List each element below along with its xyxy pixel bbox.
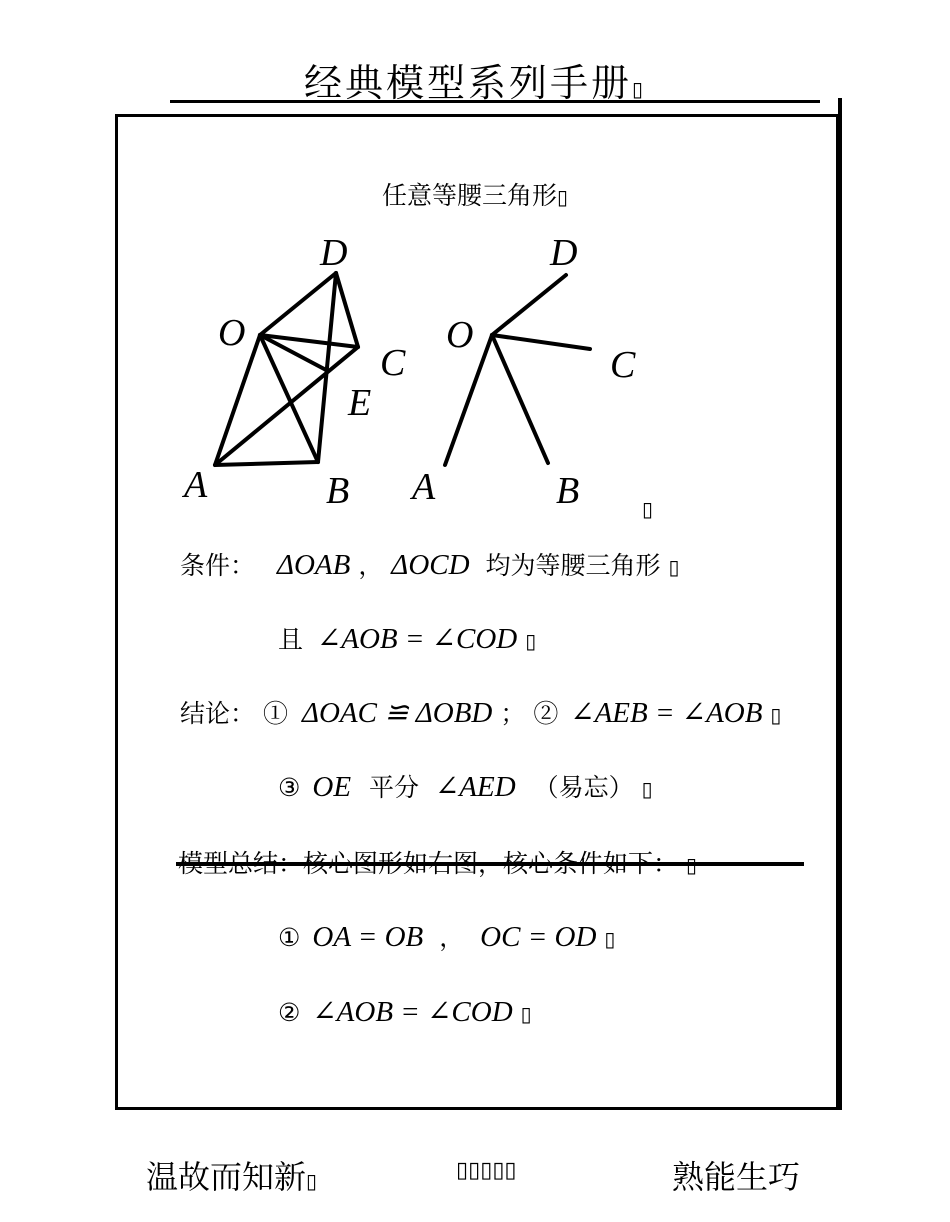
core-1-num: ①: [278, 923, 301, 952]
right-label-d: D: [550, 232, 578, 274]
conclusion-label: 结论：: [180, 699, 256, 728]
line-end-mark: ▯: [520, 1002, 532, 1026]
line-end-mark: ▯: [641, 777, 653, 801]
footer-right: 熟能生巧: [672, 1158, 801, 1196]
line-end-mark: ▯: [770, 703, 782, 727]
condition-line-1: [180, 546, 679, 582]
line-end-mark: ▯: [604, 927, 616, 951]
right-label-a: A: [412, 466, 436, 508]
condition-2-math: ∠AOB = ∠COD: [316, 623, 518, 655]
footer-center: ▯▯▯▯▯: [456, 1158, 517, 1183]
condition-label: 条件：: [180, 551, 256, 580]
left-label-o: O: [218, 312, 246, 354]
condition-line-2: [278, 620, 536, 656]
left-label-c: C: [380, 342, 406, 384]
conclusion-1-num: ①: [262, 699, 288, 728]
line-end-mark: ▯: [685, 853, 697, 877]
left-label-e: E: [348, 382, 372, 424]
header-rule: [170, 100, 820, 103]
conclusion-1-math: ΔOAC ≌ ΔOBD: [301, 697, 493, 729]
conclusion-line-2: [278, 768, 653, 804]
left-label-d: D: [320, 232, 348, 274]
core-2-num: ②: [278, 998, 301, 1027]
model-summary-text: 模型总结：核心图形如右图，核心条件如下：: [178, 849, 679, 878]
left-label-a: A: [184, 464, 208, 506]
condition-separator: ，: [358, 551, 384, 580]
conclusion-3-num: ③: [278, 773, 301, 802]
core-1-separator: ，: [439, 923, 465, 952]
core-condition-1: [278, 918, 615, 954]
conclusion-2-num: ②: [533, 699, 559, 728]
left-diagram: [215, 273, 358, 465]
core-2-math: ∠AOB = ∠COD: [312, 996, 513, 1028]
condition-math-ocd: ΔOCD: [391, 549, 470, 581]
conclusion-separator: ；: [500, 699, 526, 728]
page-title: 经典模型系列手册▯: [303, 61, 647, 105]
core-1-math-oa-ob: OA = OB: [312, 921, 424, 953]
right-diagram: [445, 275, 590, 465]
condition-text: 均为等腰三角形: [485, 551, 661, 580]
conclusion-3-math-oe: OE: [312, 771, 352, 803]
conclusion-line-1: [180, 694, 781, 730]
figure-end-mark: ▯: [642, 497, 654, 521]
footer-left: 温故而知新▯: [146, 1158, 318, 1196]
line-end-mark: ▯: [525, 629, 537, 653]
left-label-b: B: [326, 470, 350, 512]
core-condition-2: [278, 994, 532, 1029]
conclusion-2-math: ∠AEB = ∠AOB: [570, 697, 763, 729]
core-1-math-oc-od: OC = OD: [480, 921, 597, 953]
condition-math-oab: ΔOAB: [276, 549, 351, 581]
right-label-c: C: [610, 344, 636, 386]
strikethrough-rule: [176, 862, 804, 866]
geometry-figure: [170, 225, 670, 515]
box-title: 任意等腰三角形▯: [381, 181, 569, 210]
right-label-o: O: [446, 314, 474, 356]
right-label-b: B: [556, 470, 580, 512]
line-end-mark: ▯: [668, 555, 680, 579]
conclusion-3-math-aed: ∠AED: [434, 771, 516, 803]
condition-2-prefix: 且: [278, 625, 304, 654]
conclusion-3-note: （易忘）: [533, 773, 634, 802]
conclusion-3-text: 平分: [369, 773, 420, 802]
